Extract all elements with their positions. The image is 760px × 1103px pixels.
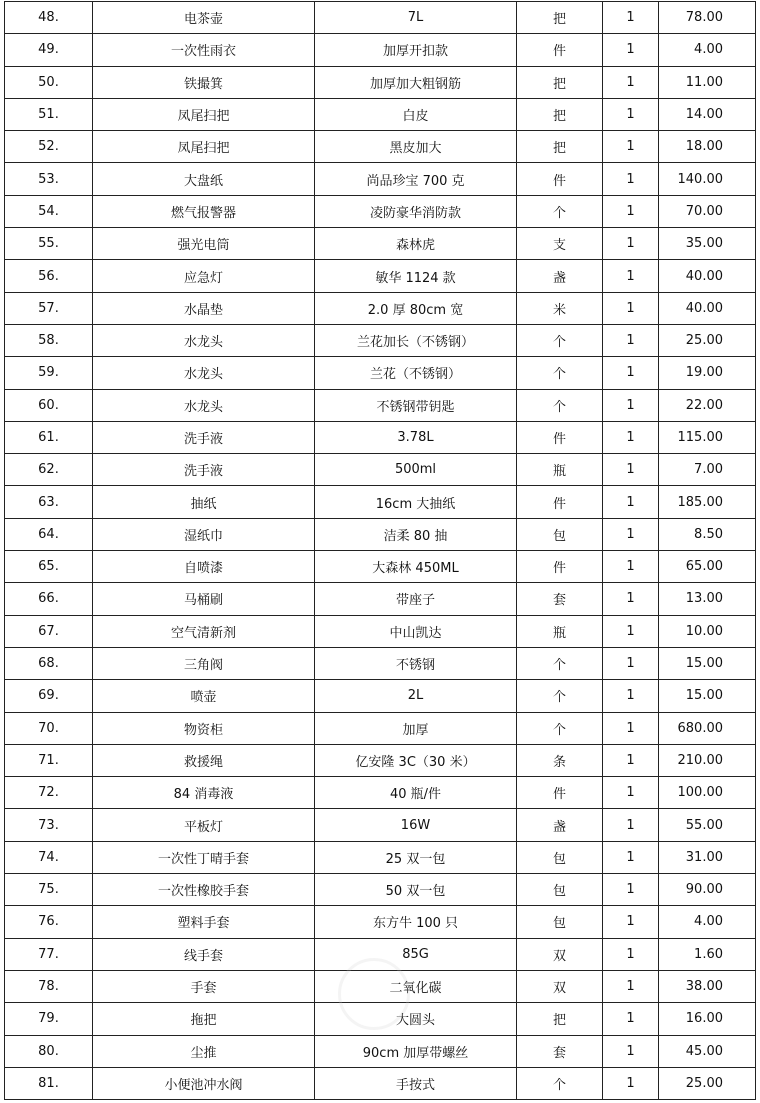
row-number-cell: 53. [5,163,93,195]
item-price-cell: 18.00 [659,131,756,163]
item-quantity-cell: 1 [603,518,659,550]
row-number-cell: 64. [5,518,93,550]
table-row [5,2,756,34]
item-quantity-cell: 1 [603,841,659,873]
item-unit-cell: 个 [517,389,603,421]
item-quantity-cell: 1 [603,712,659,744]
table-row [5,98,756,130]
item-quantity-cell: 1 [603,324,659,356]
item-quantity-cell: 1 [603,195,659,227]
item-spec-cell: 500ml [315,454,517,486]
item-price-cell: 10.00 [659,615,756,647]
item-price-cell: 14.00 [659,98,756,130]
item-quantity-cell: 1 [603,66,659,98]
item-unit-cell: 个 [517,324,603,356]
item-spec-cell: 凌防豪华消防款 [315,195,517,227]
item-name-cell: 凤尾扫把 [93,131,315,163]
item-quantity-cell: 1 [603,454,659,486]
row-number-cell: 55. [5,228,93,260]
item-name-cell: 马桶刷 [93,583,315,615]
item-name-cell: 湿纸巾 [93,518,315,550]
table-row [5,970,756,1002]
row-number-cell: 66. [5,583,93,615]
item-quantity-cell: 1 [603,486,659,518]
item-name-cell: 三角阀 [93,647,315,679]
item-price-cell: 1.60 [659,938,756,970]
table-row [5,1067,756,1099]
row-number-cell: 54. [5,195,93,227]
items-table-body [5,2,756,1100]
item-quantity-cell: 1 [603,421,659,453]
item-spec-cell: 中山凯达 [315,615,517,647]
table-row [5,66,756,98]
item-spec-cell: 大圆头 [315,1003,517,1035]
row-number-cell: 60. [5,389,93,421]
row-number-cell: 77. [5,938,93,970]
item-spec-cell: 16cm 大抽纸 [315,486,517,518]
item-unit-cell: 米 [517,292,603,324]
item-unit-cell: 盏 [517,260,603,292]
row-number-cell: 61. [5,421,93,453]
row-number-cell: 52. [5,131,93,163]
row-number-cell: 68. [5,647,93,679]
item-price-cell: 185.00 [659,486,756,518]
item-unit-cell: 双 [517,938,603,970]
item-spec-cell: 洁柔 80 抽 [315,518,517,550]
item-spec-cell: 带座子 [315,583,517,615]
item-name-cell: 手套 [93,970,315,1002]
item-price-cell: 100.00 [659,777,756,809]
item-quantity-cell: 1 [603,34,659,66]
item-price-cell: 15.00 [659,647,756,679]
item-price-cell: 45.00 [659,1035,756,1067]
item-price-cell: 11.00 [659,66,756,98]
item-price-cell: 65.00 [659,551,756,583]
item-quantity-cell: 1 [603,1035,659,1067]
item-price-cell: 210.00 [659,744,756,776]
table-row [5,938,756,970]
item-name-cell: 84 消毒液 [93,777,315,809]
table-row [5,260,756,292]
item-spec-cell: 白皮 [315,98,517,130]
item-unit-cell: 个 [517,357,603,389]
item-price-cell: 680.00 [659,712,756,744]
table-row [5,454,756,486]
row-number-cell: 70. [5,712,93,744]
item-name-cell: 洗手液 [93,421,315,453]
table-row [5,777,756,809]
item-price-cell: 19.00 [659,357,756,389]
item-name-cell: 尘推 [93,1035,315,1067]
item-unit-cell: 条 [517,744,603,776]
item-unit-cell: 个 [517,195,603,227]
row-number-cell: 79. [5,1003,93,1035]
item-name-cell: 应急灯 [93,260,315,292]
item-quantity-cell: 1 [603,228,659,260]
item-quantity-cell: 1 [603,2,659,34]
item-unit-cell: 把 [517,2,603,34]
item-unit-cell: 双 [517,970,603,1002]
table-row [5,486,756,518]
item-spec-cell: 二氧化碳 [315,970,517,1002]
item-unit-cell: 瓶 [517,454,603,486]
item-unit-cell: 件 [517,34,603,66]
item-name-cell: 自喷漆 [93,551,315,583]
table-row [5,228,756,260]
item-unit-cell: 件 [517,421,603,453]
row-number-cell: 63. [5,486,93,518]
item-name-cell: 物资柜 [93,712,315,744]
item-name-cell: 一次性雨衣 [93,34,315,66]
table-row [5,518,756,550]
table-row [5,583,756,615]
item-unit-cell: 件 [517,777,603,809]
table-row [5,34,756,66]
item-quantity-cell: 1 [603,98,659,130]
item-unit-cell: 把 [517,98,603,130]
table-row [5,906,756,938]
table-row [5,163,756,195]
item-quantity-cell: 1 [603,906,659,938]
row-number-cell: 78. [5,970,93,1002]
item-price-cell: 70.00 [659,195,756,227]
table-row [5,357,756,389]
item-unit-cell: 个 [517,680,603,712]
item-unit-cell: 支 [517,228,603,260]
item-price-cell: 4.00 [659,34,756,66]
row-number-cell: 51. [5,98,93,130]
item-spec-cell: 手按式 [315,1067,517,1099]
table-row [5,712,756,744]
row-number-cell: 80. [5,1035,93,1067]
row-number-cell: 48. [5,2,93,34]
item-name-cell: 救援绳 [93,744,315,776]
item-name-cell: 铁撮箕 [93,66,315,98]
item-quantity-cell: 1 [603,680,659,712]
item-name-cell: 线手套 [93,938,315,970]
item-spec-cell: 90cm 加厚带螺丝 [315,1035,517,1067]
item-spec-cell: 不锈钢 [315,647,517,679]
item-spec-cell: 加厚加大粗钢筋 [315,66,517,98]
item-price-cell: 13.00 [659,583,756,615]
table-row [5,874,756,906]
table-row [5,131,756,163]
table-row [5,647,756,679]
item-price-cell: 90.00 [659,874,756,906]
item-unit-cell: 把 [517,66,603,98]
item-name-cell: 水晶垫 [93,292,315,324]
item-price-cell: 140.00 [659,163,756,195]
row-number-cell: 72. [5,777,93,809]
item-name-cell: 电茶壶 [93,2,315,34]
item-quantity-cell: 1 [603,131,659,163]
item-spec-cell: 25 双一包 [315,841,517,873]
item-name-cell: 大盘纸 [93,163,315,195]
row-number-cell: 59. [5,357,93,389]
item-name-cell: 一次性丁晴手套 [93,841,315,873]
item-name-cell: 抽纸 [93,486,315,518]
row-number-cell: 50. [5,66,93,98]
item-price-cell: 25.00 [659,324,756,356]
row-number-cell: 81. [5,1067,93,1099]
item-name-cell: 一次性橡胶手套 [93,874,315,906]
item-name-cell: 水龙头 [93,324,315,356]
table-row [5,324,756,356]
row-number-cell: 57. [5,292,93,324]
item-quantity-cell: 1 [603,615,659,647]
item-price-cell: 25.00 [659,1067,756,1099]
item-spec-cell: 东方牛 100 只 [315,906,517,938]
row-number-cell: 75. [5,874,93,906]
item-price-cell: 7.00 [659,454,756,486]
item-quantity-cell: 1 [603,583,659,615]
item-name-cell: 燃气报警器 [93,195,315,227]
item-unit-cell: 件 [517,163,603,195]
item-spec-cell: 85G [315,938,517,970]
row-number-cell: 67. [5,615,93,647]
item-unit-cell: 包 [517,874,603,906]
item-spec-cell: 7L [315,2,517,34]
item-name-cell: 塑料手套 [93,906,315,938]
row-number-cell: 76. [5,906,93,938]
item-quantity-cell: 1 [603,260,659,292]
item-spec-cell: 40 瓶/件 [315,777,517,809]
row-number-cell: 56. [5,260,93,292]
item-name-cell: 空气清新剂 [93,615,315,647]
item-name-cell: 凤尾扫把 [93,98,315,130]
item-spec-cell: 尚品珍宝 700 克 [315,163,517,195]
item-spec-cell: 不锈钢带钥匙 [315,389,517,421]
item-unit-cell: 个 [517,647,603,679]
table-row [5,551,756,583]
item-spec-cell: 黑皮加大 [315,131,517,163]
item-spec-cell: 加厚开扣款 [315,34,517,66]
item-quantity-cell: 1 [603,1067,659,1099]
item-unit-cell: 套 [517,1035,603,1067]
item-unit-cell: 包 [517,841,603,873]
item-spec-cell: 2L [315,680,517,712]
item-unit-cell: 盏 [517,809,603,841]
item-price-cell: 38.00 [659,970,756,1002]
item-unit-cell: 包 [517,906,603,938]
item-spec-cell: 3.78L [315,421,517,453]
item-price-cell: 22.00 [659,389,756,421]
item-price-cell: 15.00 [659,680,756,712]
item-price-cell: 40.00 [659,260,756,292]
item-unit-cell: 个 [517,1067,603,1099]
item-spec-cell: 16W [315,809,517,841]
item-name-cell: 强光电筒 [93,228,315,260]
item-quantity-cell: 1 [603,970,659,1002]
item-unit-cell: 个 [517,712,603,744]
item-price-cell: 115.00 [659,421,756,453]
item-spec-cell: 50 双一包 [315,874,517,906]
item-spec-cell: 森林虎 [315,228,517,260]
row-number-cell: 73. [5,809,93,841]
item-quantity-cell: 1 [603,874,659,906]
item-quantity-cell: 1 [603,357,659,389]
table-row [5,1003,756,1035]
item-name-cell: 平板灯 [93,809,315,841]
item-quantity-cell: 1 [603,938,659,970]
table-row [5,680,756,712]
item-unit-cell: 件 [517,551,603,583]
item-quantity-cell: 1 [603,647,659,679]
item-price-cell: 4.00 [659,906,756,938]
item-quantity-cell: 1 [603,292,659,324]
item-spec-cell: 2.0 厚 80cm 宽 [315,292,517,324]
item-name-cell: 拖把 [93,1003,315,1035]
item-price-cell: 55.00 [659,809,756,841]
item-quantity-cell: 1 [603,777,659,809]
row-number-cell: 58. [5,324,93,356]
item-price-cell: 35.00 [659,228,756,260]
item-quantity-cell: 1 [603,744,659,776]
row-number-cell: 69. [5,680,93,712]
item-name-cell: 喷壶 [93,680,315,712]
item-unit-cell: 把 [517,131,603,163]
table-row [5,195,756,227]
row-number-cell: 65. [5,551,93,583]
row-number-cell: 62. [5,454,93,486]
item-spec-cell: 加厚 [315,712,517,744]
item-price-cell: 16.00 [659,1003,756,1035]
item-quantity-cell: 1 [603,551,659,583]
table-row [5,389,756,421]
item-quantity-cell: 1 [603,809,659,841]
item-name-cell: 水龙头 [93,357,315,389]
row-number-cell: 74. [5,841,93,873]
row-number-cell: 71. [5,744,93,776]
item-spec-cell: 亿安隆 3C（30 米） [315,744,517,776]
table-row [5,1035,756,1067]
item-price-cell: 40.00 [659,292,756,324]
item-spec-cell: 兰花加长（不锈钢） [315,324,517,356]
row-number-cell: 49. [5,34,93,66]
table-row [5,615,756,647]
table-row [5,809,756,841]
table-row [5,292,756,324]
item-name-cell: 小便池冲水阀 [93,1067,315,1099]
items-table [4,1,756,1100]
item-quantity-cell: 1 [603,1003,659,1035]
item-spec-cell: 大森林 450ML [315,551,517,583]
item-unit-cell: 把 [517,1003,603,1035]
item-quantity-cell: 1 [603,389,659,421]
table-row [5,421,756,453]
item-price-cell: 31.00 [659,841,756,873]
item-price-cell: 78.00 [659,2,756,34]
item-spec-cell: 兰花（不锈钢） [315,357,517,389]
item-price-cell: 8.50 [659,518,756,550]
item-name-cell: 水龙头 [93,389,315,421]
item-spec-cell: 敏华 1124 款 [315,260,517,292]
item-unit-cell: 瓶 [517,615,603,647]
item-name-cell: 洗手液 [93,454,315,486]
table-row [5,841,756,873]
item-unit-cell: 套 [517,583,603,615]
table-row [5,744,756,776]
item-unit-cell: 包 [517,518,603,550]
item-unit-cell: 件 [517,486,603,518]
item-quantity-cell: 1 [603,163,659,195]
